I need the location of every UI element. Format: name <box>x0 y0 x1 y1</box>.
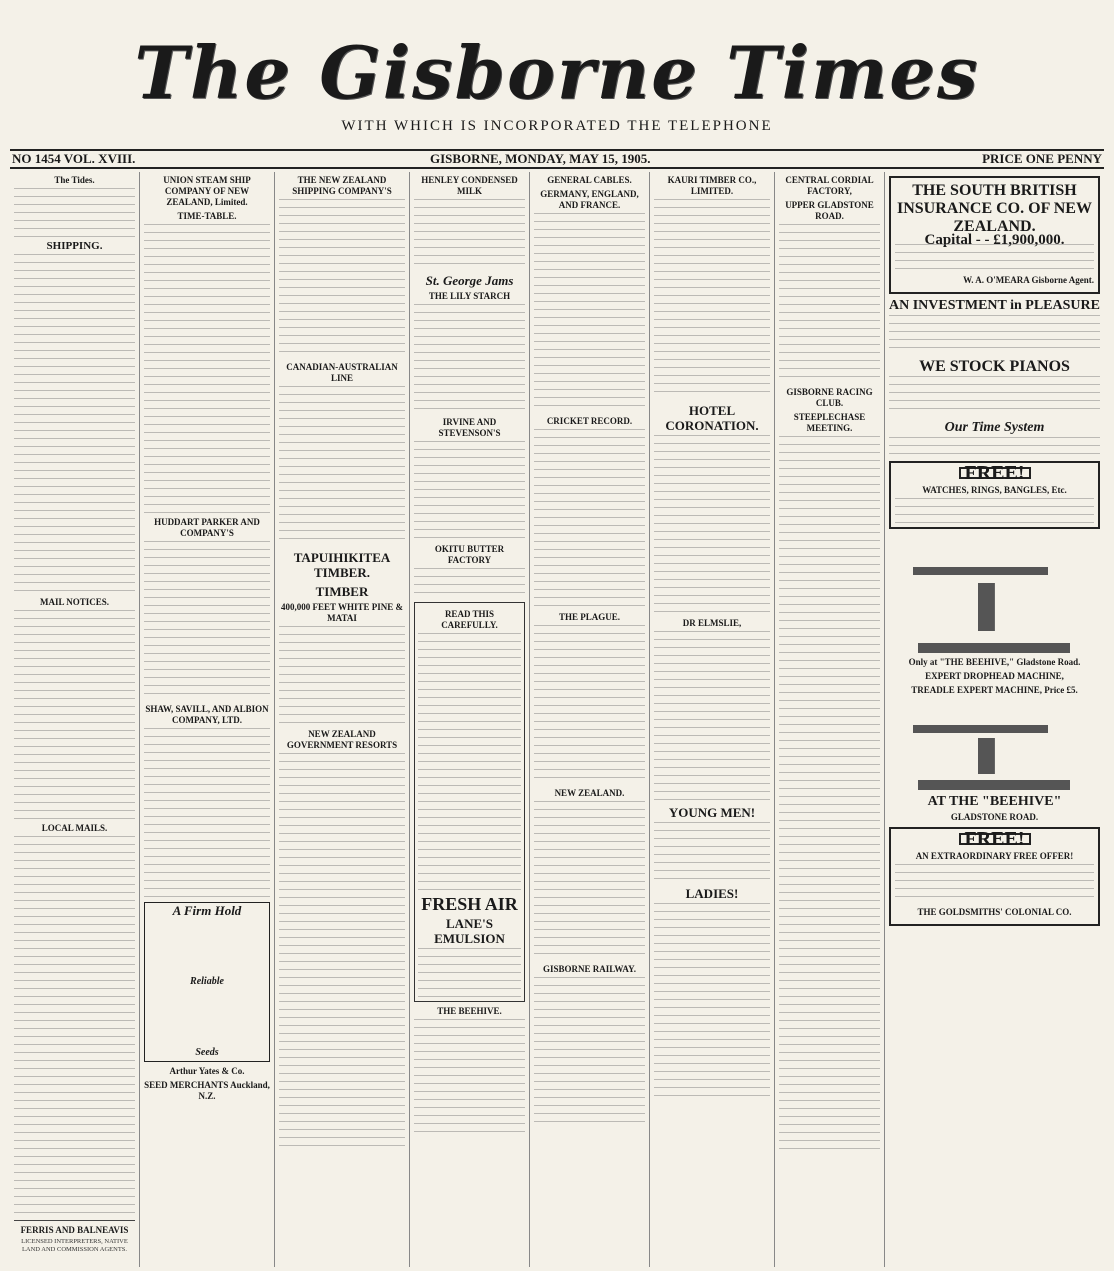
irvine-text <box>414 441 525 541</box>
cricket-heading: CRICKET RECORD. <box>546 416 633 426</box>
timber-text <box>279 626 405 726</box>
local-mails-text <box>14 836 135 1216</box>
cricket-text <box>534 429 645 609</box>
nz-shipping-text <box>279 199 405 359</box>
racing-heading: GISBORNE RACING CLUB. <box>786 387 873 408</box>
beehive-text <box>414 1019 525 1139</box>
nz-govt-text <box>279 753 405 1153</box>
price: PRICE ONE PENNY <box>982 151 1102 166</box>
divider <box>14 1220 135 1221</box>
huddart-heading: HUDDART PARKER AND COMPANY'S <box>154 517 260 538</box>
masthead-subtitle: WITH WHICH IS INCORPORATED THE TELEPHONE <box>341 118 773 134</box>
seed-merchants-heading: SEED MERCHANTS Auckland, N.Z. <box>144 1080 270 1101</box>
shaw-text <box>144 728 270 898</box>
time-system-heading: Our Time System <box>944 420 1045 435</box>
kauri-heading: KAURI TIMBER CO., LIMITED. <box>667 175 757 196</box>
dateline <box>10 149 1104 169</box>
tides-heading: The Tides. <box>54 175 95 185</box>
lanes-text <box>418 948 521 998</box>
watches-advert <box>889 461 1100 529</box>
cordial-subheading: UPPER GLADSTONE ROAD. <box>785 200 874 221</box>
mail-notices-heading: MAIL NOTICES. <box>39 597 110 607</box>
at-beehive-heading: AT THE "BEEHIVE" <box>927 794 1062 809</box>
columns <box>10 172 1104 1267</box>
column-2 <box>140 172 275 1267</box>
ladies-heading: LADIES! <box>685 886 739 901</box>
free-badge-2: FREE! <box>959 833 1031 845</box>
lanes-emulsion-advert <box>414 602 525 1002</box>
huddart-text <box>144 541 270 701</box>
shipping-heading: SHIPPING. <box>46 240 103 252</box>
railway-text <box>534 977 645 1127</box>
masthead <box>0 0 1114 150</box>
beehive-address: Only at "THE BEEHIVE," Gladstone Road. <box>908 657 1081 667</box>
column-6 <box>650 172 775 1267</box>
pianos-heading: WE STOCK PIANOS <box>919 358 1070 375</box>
hotel-heading: HOTEL CORONATION. <box>665 403 759 433</box>
seeds-text: Seeds <box>195 1047 219 1058</box>
timber-price: 400,000 FEET WHITE PINE & MATAI <box>281 602 403 623</box>
union-heading: UNION STEAM SHIP COMPANY OF NEW ZEALAND, Limited. <box>163 175 251 207</box>
investment-heading: AN INVESTMENT in PLEASURE <box>889 298 1100 313</box>
young-men-text <box>654 822 770 882</box>
cables-subheading: GERMANY, ENGLAND, AND FRANCE. <box>540 189 639 210</box>
insurance-advert <box>889 176 1100 294</box>
ferris-heading: FERRIS AND BALNEAVIS <box>20 1225 129 1235</box>
beehive-heading: THE BEEHIVE. <box>437 1006 502 1016</box>
column-8 <box>885 172 1104 1267</box>
pianos-text <box>889 376 1100 416</box>
meeting-heading: STEEPLECHASE MEETING. <box>793 412 866 433</box>
plague-heading: THE PLAGUE. <box>558 612 620 622</box>
time-system-text <box>889 437 1100 457</box>
kauri-text <box>654 199 770 399</box>
timetable-text <box>144 224 270 514</box>
investment-text <box>889 315 1100 355</box>
henley-text <box>414 199 525 269</box>
publication-date: GISBORNE, MONDAY, MAY 15, 1905. <box>430 151 651 166</box>
shipping-text <box>14 254 135 594</box>
issue-number: NO 1454 VOL. XVIII. <box>12 151 136 166</box>
yates-seed-advert <box>144 902 270 1062</box>
tapuihikitea-heading: TAPUIHIKITEA TIMBER. <box>293 550 391 580</box>
goldsmiths-heading: THE GOLDSMITHS' COLONIAL CO. <box>917 907 1072 917</box>
watches-heading: WATCHES, RINGS, BANGLES, Etc. <box>922 485 1067 495</box>
irvine-heading: IRVINE AND STEVENSON'S <box>438 417 501 438</box>
timber-heading: TIMBER <box>315 584 369 599</box>
ladies-text <box>654 903 770 1103</box>
elmslie-heading: DR ELMSLIE, <box>682 618 742 628</box>
expert-machine-heading: EXPERT DROPHEAD MACHINE, <box>925 671 1064 681</box>
sewing-machine-illustration-2 <box>910 700 1079 790</box>
read-text <box>418 633 521 893</box>
lily-heading: THE LILY STARCH <box>428 291 511 301</box>
hotel-text <box>654 435 770 615</box>
arthur-yates-heading: Arthur Yates & Co. <box>169 1066 245 1076</box>
shaw-heading: SHAW, SAVILL, AND ALBION COMPANY, LTD. <box>145 704 269 725</box>
sewing-machine-illustration <box>910 533 1079 653</box>
railway-heading: GISBORNE RAILWAY. <box>542 964 637 974</box>
reliable-text: Reliable <box>190 976 224 987</box>
column-5 <box>530 172 650 1267</box>
lanes-heading: LANE'S EMULSION <box>434 916 505 946</box>
column-7 <box>775 172 885 1267</box>
timetable-heading: TIME-TABLE. <box>177 211 237 221</box>
cables-heading: GENERAL CABLES. <box>547 175 632 185</box>
tides-table <box>14 188 135 238</box>
nz-govt-heading: NEW ZEALAND GOVERNMENT RESORTS <box>286 729 398 750</box>
canadian-heading: CANADIAN-AUSTRALIAN LINE <box>286 362 398 383</box>
canadian-text <box>279 386 405 546</box>
racing-program-text <box>779 436 880 1156</box>
read-heading: READ THIS CAREFULLY. <box>441 609 498 630</box>
local-mails-heading: LOCAL MAILS. <box>41 823 108 833</box>
jams-heading: St. George Jams <box>425 273 514 288</box>
insurance-text <box>895 244 1094 272</box>
cables-text <box>534 213 645 413</box>
cordial-text <box>779 224 880 384</box>
column-4 <box>410 172 530 1267</box>
masthead-title: The Gisborne Times <box>134 30 980 115</box>
watches-text <box>895 498 1094 523</box>
okitu-text <box>414 568 525 598</box>
offer-heading: AN EXTRAORDINARY FREE OFFER! <box>915 851 1074 861</box>
lily-text <box>414 304 525 414</box>
nz-shipping-heading: THE NEW ZEALAND SHIPPING COMPANY'S <box>292 175 392 196</box>
goldsmiths-advert <box>889 827 1100 926</box>
offer-text <box>895 864 1094 904</box>
treadle-price: TREADLE EXPERT MACHINE, Price £5. <box>911 685 1078 695</box>
cordial-heading: CENTRAL CORDIAL FACTORY, <box>785 175 874 196</box>
nz-text <box>534 801 645 961</box>
plague-text <box>534 625 645 785</box>
firm-hold-text: A Firm Hold <box>172 903 242 918</box>
agent-name: W. A. O'MEARA Gisborne Agent. <box>963 275 1094 285</box>
elmslie-text <box>654 631 770 801</box>
gladstone-road: GLADSTONE ROAD. <box>950 812 1039 822</box>
nz-heading: NEW ZEALAND. <box>554 788 625 798</box>
henley-heading: HENLEY CONDENSED MILK <box>421 175 518 196</box>
ferris-subtext: LICENSED INTERPRETERS, NATIVE LAND AND COMMISSION AGENTS. <box>21 1238 128 1253</box>
column-3 <box>275 172 410 1267</box>
okitu-heading: OKITU BUTTER FACTORY <box>434 544 505 565</box>
young-men-heading: YOUNG MEN! <box>668 805 756 820</box>
column-1 <box>10 172 140 1267</box>
fresh-air-heading: FRESH AIR <box>421 894 518 914</box>
mail-notices-text <box>14 610 135 820</box>
free-badge-1: FREE! <box>959 467 1031 479</box>
insurance-heading: THE SOUTH BRITISH INSURANCE CO. OF NEW ZEALAND. <box>897 182 1092 235</box>
capital-amount: Capital - - £1,900,000. <box>924 232 1065 248</box>
